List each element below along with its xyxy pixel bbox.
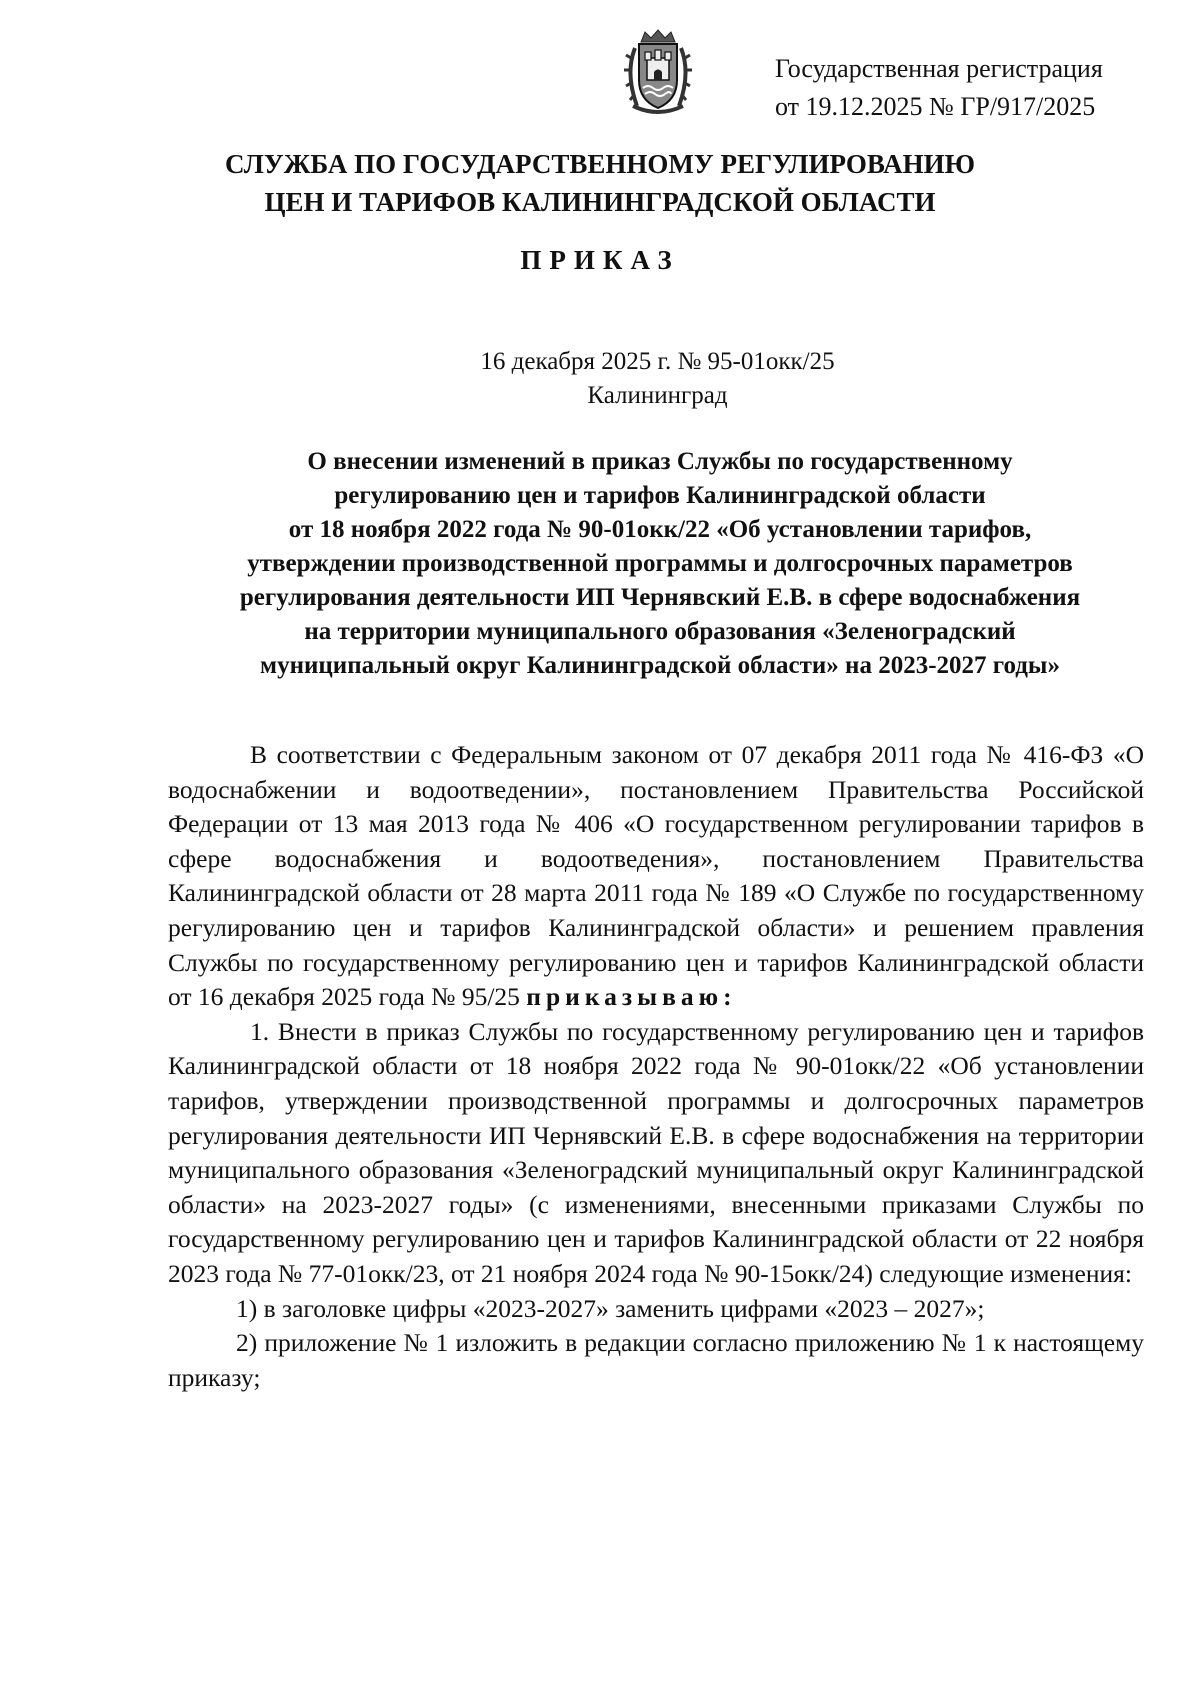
- preamble-text: В соответствии с Федеральным законом от 07 декабря 2011 года № 416-ФЗ «О водоснабжении и водоотведении», постановлением Правительства Российской Федерации от 13 мая 2013 года № 406 «О государственном регулировании тарифов в сфере водоснабжения и водоотведения», постановлением Правительства Калининградской области от 28 марта 2011 года № 189 «О Службе по государственному регулированию цен и тарифов Калининградской области» и решением правления Службы по государственному регулированию цен и тарифов Калининградской области от 16 декабря 2025 года № 95/25: [168, 740, 1144, 1012]
- preamble-paragraph: [168, 738, 1144, 1015]
- registration-number: от 19.12.2025 № ГР/917/2025: [775, 92, 1096, 121]
- registration-label: Государственная регистрация: [775, 54, 1103, 83]
- authority-line-2: ЦЕН И ТАРИФОВ КАЛИНИНГРАДСКОЙ ОБЛАСТИ: [264, 187, 936, 217]
- coat-of-arms-emblem: [623, 28, 693, 118]
- document-title: [170, 445, 1150, 683]
- document-body: [168, 738, 1144, 1395]
- title-line: регулирования деятельности ИП Чернявский Е.В. в сфере водоснабжения: [239, 584, 1081, 611]
- document-date-block: [0, 345, 1200, 413]
- title-line: на территории муниципального образования «Зеленоградский: [304, 618, 1016, 645]
- title-line: от 18 ноября 2022 года № 90-01окк/22 «Об установлении тарифов,: [288, 516, 1032, 543]
- document-type: ПРИКАЗ: [520, 245, 680, 275]
- authority-line-1: СЛУЖБА ПО ГОСУДАРСТВЕННОМУ РЕГУЛИРОВАНИЮ: [224, 149, 976, 179]
- state-registration-stamp: [775, 50, 1103, 126]
- title-line: утверждении производственной программы и долгосрочных параметров: [247, 550, 1073, 577]
- title-line: муниципальный округ Калининградской области» на 2023-2027 годы»: [260, 652, 1060, 679]
- subitem-1-paragraph: 1) в заголовке цифры «2023-2027» заменить цифрами «2023 – 2027»;: [236, 1293, 985, 1323]
- city: Калининград: [587, 382, 728, 409]
- date-and-number: 16 декабря 2025 г. № 95-01окк/25: [480, 348, 835, 375]
- title-line: О внесении изменений в приказ Службы по государственному: [307, 448, 1013, 475]
- issuing-authority: [0, 145, 1200, 221]
- subitem-2-paragraph: 2) приложение № 1 изложить в редакции согласно приложению № 1 к настоящему приказу;: [168, 1328, 1144, 1392]
- title-line: регулированию цен и тарифов Калининградской области: [334, 482, 986, 509]
- item-1-paragraph: 1. Внести в приказ Службы по государственному регулированию цен и тарифов Калининградской области от 18 ноября 2022 года № 90-01окк/22 «Об установлении тарифов, утверждении производственной программы и долгосрочных параметров регулирования деятельности ИП Чернявский Е.В. в сфере водоснабжения на территории муниципального образования «Зеленоградский муниципальный округ Калининградской области» на 2023-2027 годы» (с изменениями, внесенными приказами Службы по государственному регулированию цен и тарифов Калининградской области от 22 ноября 2023 года № 77-01окк/23, от 21 ноября 2024 года № 90-15окк/24) следующие изменения:: [168, 1016, 1144, 1288]
- order-word: приказываю:: [526, 982, 737, 1012]
